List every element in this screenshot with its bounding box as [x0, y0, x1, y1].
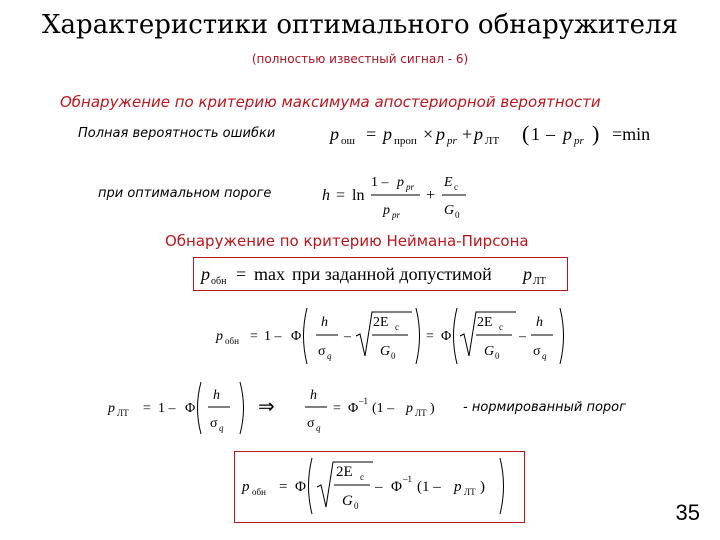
svg-text:p: p — [383, 124, 392, 144]
label-optimal-threshold: при оптимальном пороге — [98, 186, 272, 201]
heading-neyman-pearson: Обнаружение по критерию Неймана-Пирсона — [165, 232, 529, 250]
svg-text:q: q — [327, 351, 332, 361]
svg-text:=: = — [336, 187, 346, 204]
svg-text:p: p — [216, 329, 223, 344]
svg-text:p: p — [108, 401, 115, 416]
svg-text:Φ: Φ — [185, 401, 196, 416]
svg-text:h: h — [321, 315, 328, 330]
svg-text:c: c — [454, 182, 458, 192]
svg-text:(1 –: (1 – — [417, 479, 441, 495]
svg-text:ЛТ: ЛТ — [464, 487, 476, 497]
svg-text:=: = — [366, 124, 377, 144]
svg-text:ЛТ: ЛТ — [415, 408, 427, 418]
svg-text:q: q — [316, 423, 321, 433]
svg-text:обн: обн — [252, 487, 266, 497]
svg-text:2E: 2E — [477, 315, 493, 330]
svg-text:обн: обн — [225, 336, 239, 346]
heading-map-criterion: Обнаружение по критерию максимума апостериорной вероятности — [60, 93, 601, 111]
label-total-error: Полная вероятность ошибки — [78, 126, 276, 141]
svg-text:G: G — [484, 344, 495, 359]
svg-text:h: h — [310, 388, 317, 403]
svg-text:×: × — [423, 124, 434, 144]
svg-text:): ) — [592, 121, 600, 146]
svg-text:0: 0 — [354, 501, 359, 511]
svg-text:–1: –1 — [359, 396, 368, 406]
svg-text:обн: обн — [211, 276, 227, 287]
svg-text:=: = — [143, 401, 151, 416]
svg-text:проп: проп — [394, 135, 417, 147]
svg-text:1 –: 1 – — [371, 175, 389, 190]
svg-text:0: 0 — [391, 351, 396, 361]
svg-text:p: p — [523, 264, 532, 284]
svg-text:c: c — [499, 322, 503, 332]
svg-text:pr: pr — [392, 210, 401, 220]
svg-text:Φ: Φ — [291, 329, 302, 344]
svg-text:–: – — [344, 329, 351, 344]
svg-text:p: p — [474, 124, 483, 144]
svg-text:2E: 2E — [373, 315, 389, 330]
svg-text:+: + — [426, 187, 436, 204]
svg-text:=: = — [250, 329, 258, 344]
svg-text:ЛТ: ЛТ — [533, 276, 546, 287]
svg-text:Φ: Φ — [391, 479, 402, 495]
svg-text:(1 –: (1 – — [372, 401, 395, 416]
svg-text:(: ( — [522, 121, 530, 146]
svg-text:p: p — [454, 479, 462, 495]
svg-text:=: = — [279, 479, 288, 495]
svg-text:): ) — [480, 479, 485, 495]
svg-text:h: h — [213, 388, 220, 403]
svg-text:–: – — [546, 124, 555, 144]
svg-text:q: q — [542, 351, 547, 361]
svg-text:p: p — [201, 264, 210, 284]
svg-text:ЛТ: ЛТ — [485, 135, 500, 147]
svg-text:=min: =min — [612, 124, 651, 144]
svg-text:σ: σ — [533, 344, 541, 359]
svg-text:pr: pr — [447, 135, 457, 147]
svg-text:1 –: 1 – — [158, 401, 176, 416]
svg-text:p: p — [563, 124, 572, 144]
slide-title: Характеристики оптимального обнаружителя — [42, 10, 678, 40]
svg-text:c: c — [395, 322, 399, 332]
svg-text:pr: pr — [406, 182, 415, 192]
svg-text:G: G — [444, 203, 455, 218]
svg-text:+: + — [462, 124, 473, 144]
label-normalized-threshold: - нормированный порог — [463, 400, 626, 415]
svg-text:–1: –1 — [403, 474, 412, 484]
svg-text:=: = — [426, 329, 434, 344]
svg-text:ln: ln — [352, 187, 365, 204]
svg-text:E: E — [444, 175, 453, 190]
svg-text:⇒: ⇒ — [258, 396, 275, 418]
svg-text:q: q — [219, 423, 224, 433]
page-number: 35 — [675, 500, 700, 525]
svg-text:=: = — [333, 401, 341, 416]
svg-text:p: p — [397, 175, 404, 190]
svg-text:σ: σ — [210, 416, 218, 431]
svg-text:Φ: Φ — [295, 479, 306, 495]
svg-text:pr: pr — [574, 135, 584, 147]
svg-text:2E: 2E — [336, 464, 353, 480]
slide-subtitle: (полностью известный сигнал - 6) — [251, 52, 469, 66]
svg-text:p: p — [406, 401, 413, 416]
svg-text:h: h — [322, 187, 330, 204]
svg-text:max: max — [254, 264, 285, 284]
svg-text:G: G — [342, 493, 353, 509]
svg-text:ЛТ: ЛТ — [117, 408, 129, 418]
svg-text:G: G — [380, 344, 391, 359]
svg-text:ош: ош — [341, 135, 355, 147]
formula-box-final — [234, 451, 525, 523]
svg-text:при заданной допустимой: при заданной допустимой — [292, 264, 492, 284]
svg-text:0: 0 — [495, 351, 500, 361]
f1-p: p — [330, 124, 339, 144]
svg-text:1 –: 1 – — [264, 329, 282, 344]
svg-text:): ) — [430, 401, 435, 416]
svg-text:σ: σ — [307, 416, 315, 431]
svg-text:p: p — [383, 203, 390, 218]
svg-text:σ: σ — [318, 344, 326, 359]
formula-box-max — [193, 257, 568, 291]
svg-text:p: p — [436, 124, 445, 144]
svg-text:p: p — [242, 479, 250, 495]
svg-text:Φ: Φ — [348, 401, 359, 416]
svg-text:=: = — [236, 264, 247, 284]
svg-text:0: 0 — [455, 210, 460, 220]
svg-text:1: 1 — [531, 124, 540, 144]
svg-text:c: c — [360, 472, 364, 482]
svg-text:–: – — [375, 479, 383, 495]
svg-text:h: h — [536, 315, 543, 330]
svg-text:Φ: Φ — [441, 329, 452, 344]
svg-text:–: – — [519, 329, 526, 344]
